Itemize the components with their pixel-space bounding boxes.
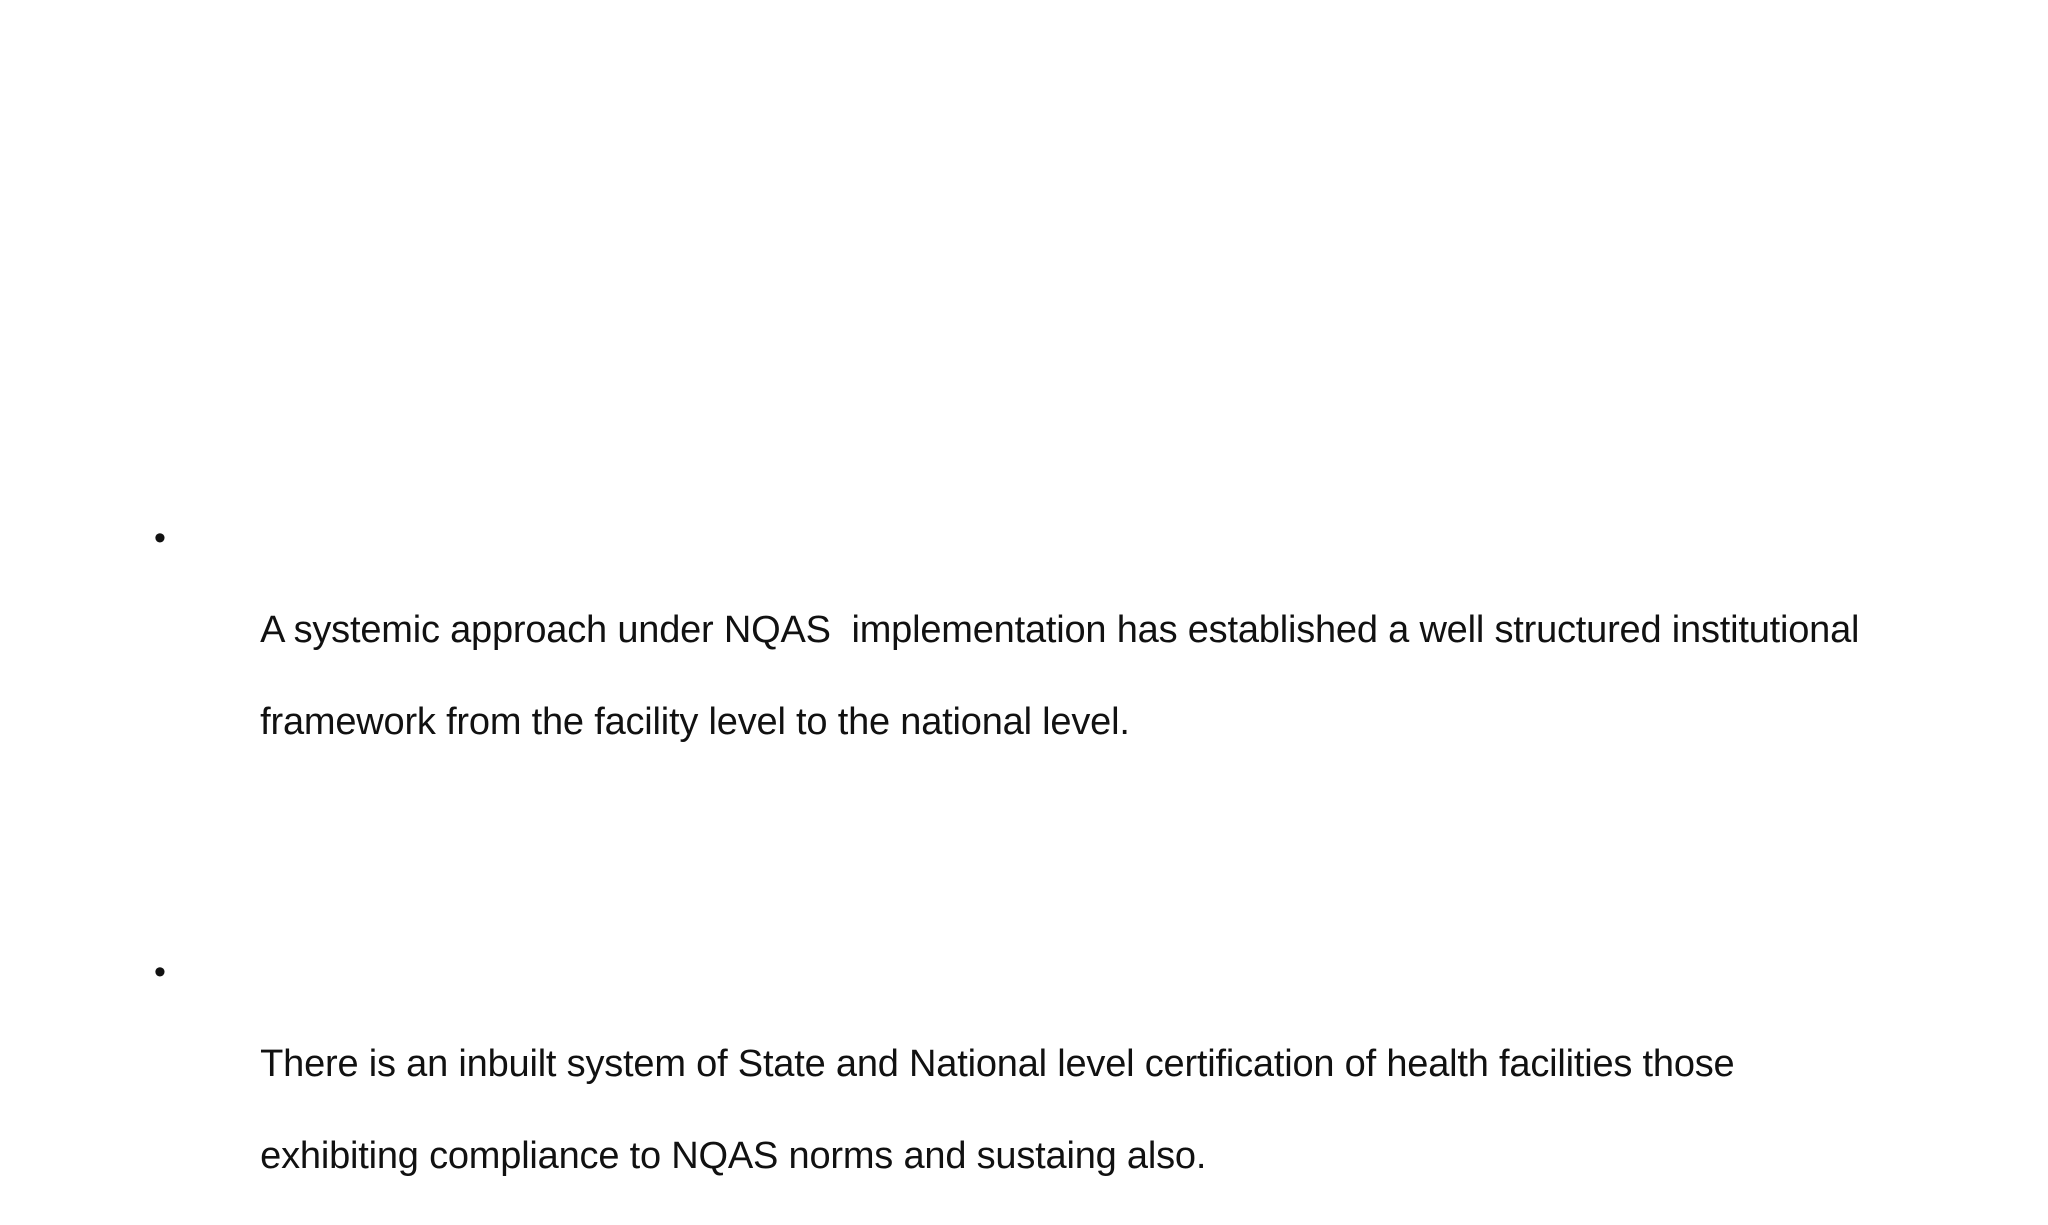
bullet-dot-icon: • <box>154 953 166 991</box>
bullet-dot-icon: • <box>154 519 166 557</box>
bullet-list <box>150 515 1930 1225</box>
bullet-item-certification <box>150 949 1930 1225</box>
bullet-text-line: A systemic approach under NQAS implementation has established a well structured institutional <box>260 609 1860 651</box>
bullet-text-line: framework from the facility level to the national level. <box>260 701 1130 743</box>
bullet-text-line: exhibiting compliance to NQAS norms and sustaing also. <box>260 1135 1207 1177</box>
bullet-item-nqas-framework <box>150 515 1930 791</box>
bullet-text-line: There is an inbuilt system of State and National level certification of health facilities those <box>260 1043 1735 1085</box>
